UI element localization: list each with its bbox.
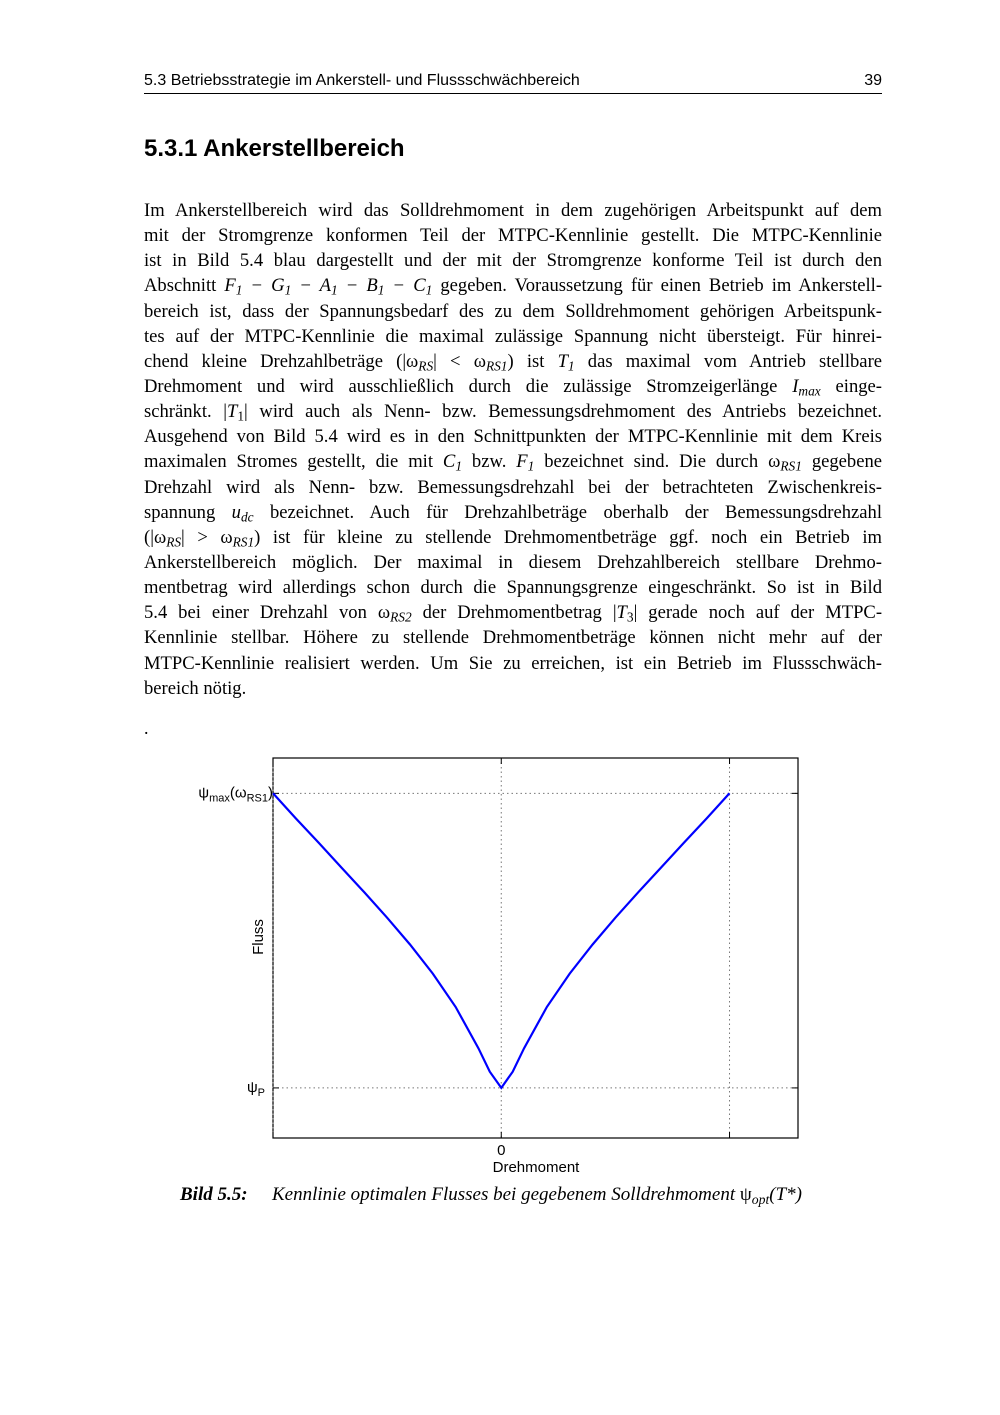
text-line: Drehmoment und wird ausschließlich durch die zulässige Stromzeigerlänge $I_{max}$ einge- xyxy=(144,375,882,399)
body-text xyxy=(144,198,882,701)
speed-condition-formula: $|\omega_{RS}| > \omega_{RS1}$ xyxy=(150,526,255,550)
plot-frame xyxy=(273,758,798,1138)
text-line: maximalen Stromes gestellt, die mit $C_1$ bzw. $F_1$ bezeichnet sind. Die durch $\omega_{RS1}$ gegebene xyxy=(144,451,883,475)
caption-text: Kennlinie optimalen Flusses bei gegebenem Solldrehmoment $\psi_{opt}(T*)$ xyxy=(272,1184,802,1207)
text-line: bereich nötig. xyxy=(144,677,247,699)
text-line: ist in Bild 5.4 blau dargestellt und der mit der Stromgrenze konforme Teil ist durch den xyxy=(144,250,882,272)
page-header xyxy=(144,70,882,94)
y-tick-label-psimax: $\psi_{max}(\omega_{RS1})$ xyxy=(198,784,273,805)
section-heading: 5.3.1 Ankerstellbereich xyxy=(144,135,405,162)
tick-marks xyxy=(273,758,798,1138)
text-line: Ausgehend von Bild 5.4 wird es in den Schnittpunkten der MTPC-Kennlinie mit dem Kreis xyxy=(144,426,882,448)
figure-5-5 xyxy=(0,740,1000,1190)
text-line: $(|\omega_{RS}| > \omega_{RS1})$ ist für kleine zu stellende Drehmomentbeträge ggf. noch ein Betrieb im xyxy=(144,526,883,550)
text-line: tes auf der MTPC-Kennlinie die maximal zulässige Spannung nicht übersteigt. Für hinrei- xyxy=(144,325,882,347)
text-line: mentbetrag wird allerdings schon durch die Spannungsgrenze eingeschränkt. So ist in Bild xyxy=(144,577,882,599)
text-line: MTPC-Kennlinie realisiert werden. Um Sie zu erreichen, ist ein Betrieb im Flussschwäch- xyxy=(144,652,882,674)
text-line: Drehzahl wird als Nenn- bzw. Bemessungsdrehzahl bei der betrachteten Zwischenkreis- xyxy=(144,476,882,498)
y-axis-label: Fluss xyxy=(250,919,267,955)
series-line-psi-opt xyxy=(273,793,730,1088)
page-number: 39 xyxy=(864,72,882,89)
x-axis-label: Drehmoment xyxy=(492,1159,580,1176)
text-line: 5.4 bei einer Drehzahl von $\omega_{RS2}$ der Drehmomentbetrag $|T_3|$ gerade noch auf der MTPC- xyxy=(144,602,883,625)
text-line: bereich ist, dass der Spannungsbedarf des zu dem Solldrehmoment gehörigen Arbeitspunk- xyxy=(144,300,882,322)
x-tick-label-zero: 0 xyxy=(497,1142,506,1159)
abs-t3-symbol: $|T_3|$ xyxy=(612,602,638,625)
stray-dot: . xyxy=(144,718,149,738)
text-line: mit der Stromgrenze konformen Teil der MTPC-Kennlinie gestellt. Die MTPC-Kennlinie xyxy=(144,225,882,247)
grid-lines xyxy=(273,758,798,1138)
text-line: Ankerstellbereich möglich. Der maximal in diesem Drehzahlbereich stellbare Drehmo- xyxy=(144,551,882,573)
udc-symbol: $u_{dc}$ xyxy=(231,501,254,525)
text-line: Abschnitt $F_1 - G_1 - A_1 - B_1 - C_1$ gegeben. Voraussetzung für einen Betrieb im Ankerstell- xyxy=(144,275,883,299)
text-line: schränkt. $|T_1|$ wird auch als Nenn- bzw. Bemessungsdrehmoment des Antriebs bezeichnet. xyxy=(144,401,882,424)
y-tick-label-psip: $\psi_P$ xyxy=(246,1078,265,1099)
flux-chart xyxy=(0,740,1000,1190)
abs-t1-symbol: $|T_1|$ xyxy=(223,401,248,424)
header-rule xyxy=(144,93,882,94)
speed-condition-formula: $|\omega_{RS}| < \omega_{RS1}$ xyxy=(402,350,508,374)
text-line: spannung $u_{dc}$ bezeichnet. Auch für Drehzahlbeträge oberhalb der Bemessungsdrehzahl xyxy=(144,501,882,525)
section-path-formula: $F_1 - G_1 - A_1 - B_1 - C_1$ xyxy=(224,275,433,299)
text-line: Kennlinie stellbar. Höhere zu stellende Drehmomentbeträge können nicht mehr auf der xyxy=(144,627,882,649)
imax-symbol: $I_{max}$ xyxy=(792,375,821,399)
running-title: 5.3 Betriebsstrategie im Ankerstell- und Flussschwächbereich xyxy=(144,72,580,89)
text-line: chend kleine Drehzahlbeträge $(|\omega_{RS}| < \omega_{RS1})$ ist $T_1$ das maximal vom Antrieb stellbare xyxy=(144,350,883,374)
caption-label: Bild 5.5: xyxy=(180,1184,248,1205)
torque-t1-symbol: $T_1$ xyxy=(557,350,575,374)
figure-caption xyxy=(180,1184,880,1206)
text-line: Im Ankerstellbereich wird das Solldrehmoment in dem zugehörigen Arbeitspunkt auf dem xyxy=(144,200,882,221)
